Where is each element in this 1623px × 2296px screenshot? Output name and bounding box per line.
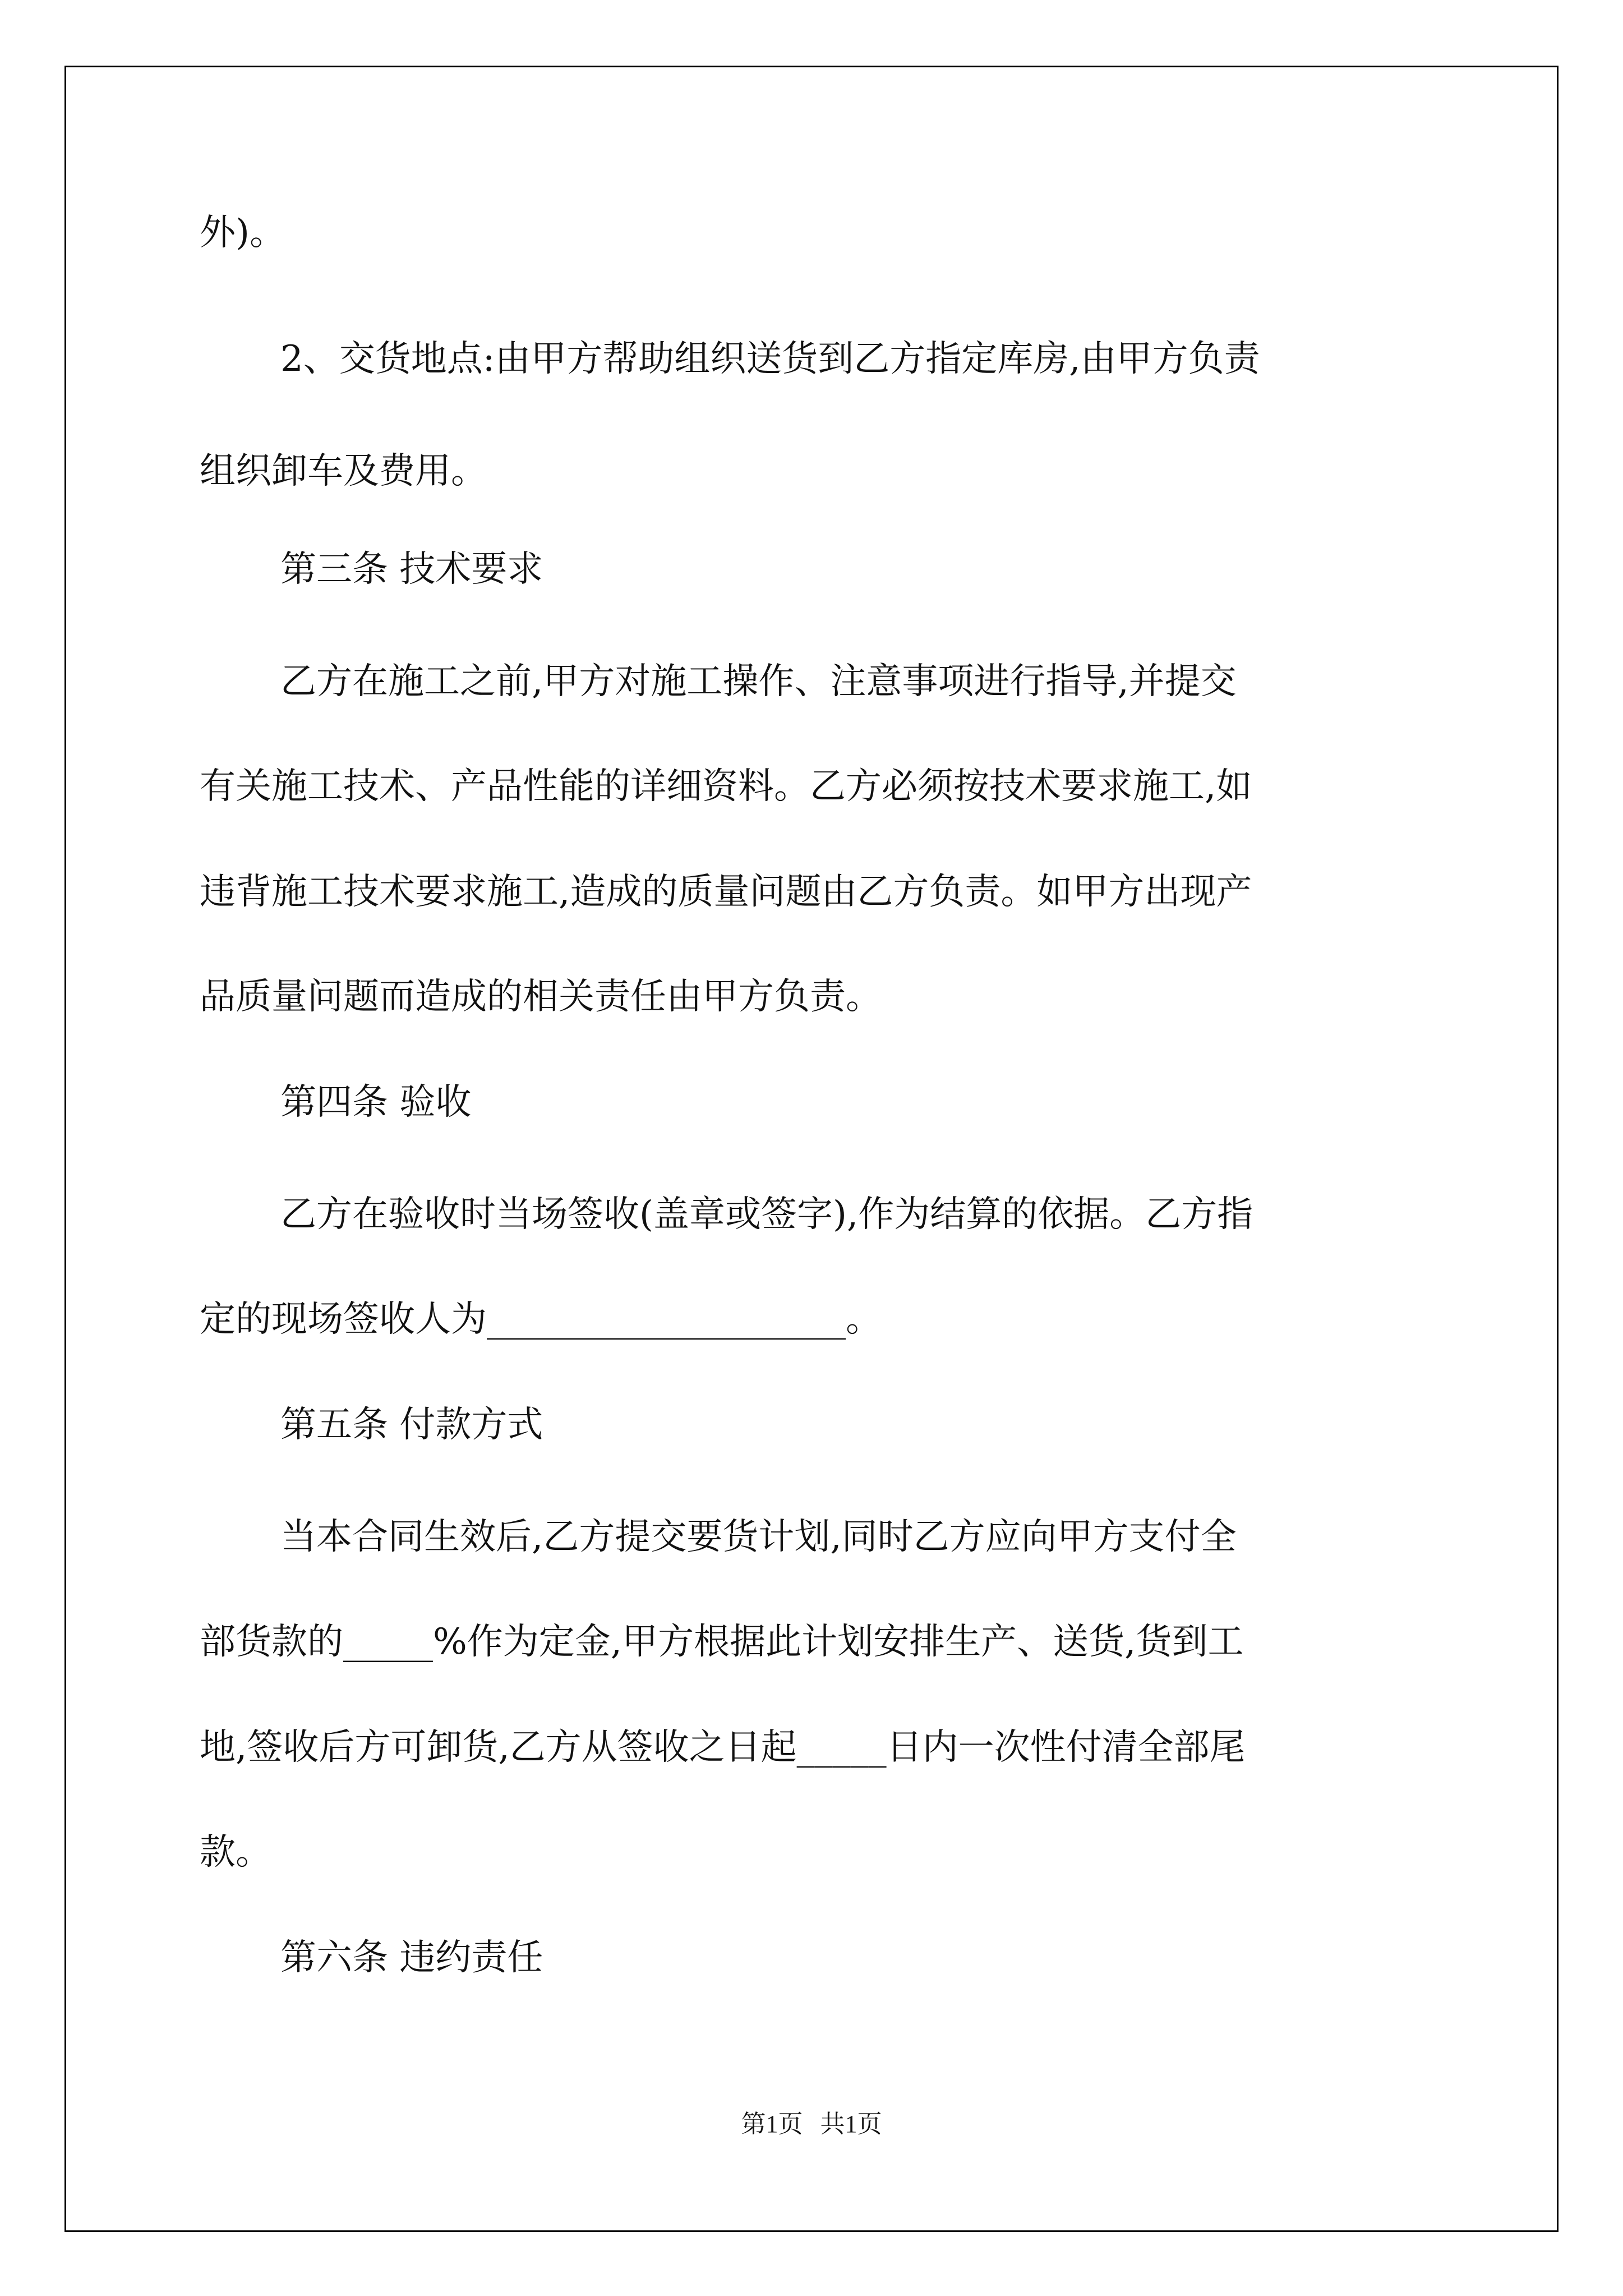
text-line: 组织卸车及费用。	[200, 450, 487, 492]
text-line: 2、交货地点:由甲方帮助组织送货到乙方指定库房,由甲方负责	[280, 338, 1260, 380]
page-footer	[0, 2104, 1623, 2139]
text-line: 当本合同生效后,乙方提交要货计划,同时乙方应向甲方支付全	[280, 1516, 1237, 1558]
section-heading: 第三条 技术要求	[280, 549, 543, 590]
section-heading: 第四条 验收	[280, 1082, 472, 1123]
text-line: 品质量问题而造成的相关责任由甲方负责。	[200, 976, 882, 1018]
text-line: 有关施工技术、产品性能的详细资料。乙方必须按技术要求施工,如	[200, 766, 1252, 807]
text-line: 部货款的_____%作为定金,甲方根据此计划安排生产、送货,货到工	[200, 1621, 1244, 1663]
text-line: 定的现场签收人为____________________。	[200, 1299, 882, 1340]
page-border	[64, 66, 1559, 2232]
text-line: 地,签收后方可卸货,乙方从签收之日起_____日内一次性付清全部尾	[200, 1727, 1246, 1768]
page-total: 共1页	[820, 2110, 882, 2138]
section-heading: 第五条 付款方式	[280, 1404, 543, 1446]
text-line: 乙方在验收时当场签收(盖章或签字),作为结算的依据。乙方指	[280, 1194, 1253, 1235]
section-heading: 第六条 违约责任	[280, 1937, 543, 1978]
text-line: 外)。	[200, 212, 285, 254]
text-line: 款。	[200, 1832, 271, 1873]
page-number: 第1页	[741, 2110, 803, 2138]
text-line: 违背施工技术要求施工,造成的质量问题由乙方负责。如甲方出现产	[200, 871, 1252, 913]
text-line: 乙方在施工之前,甲方对施工操作、注意事项进行指导,并提交	[280, 661, 1237, 702]
